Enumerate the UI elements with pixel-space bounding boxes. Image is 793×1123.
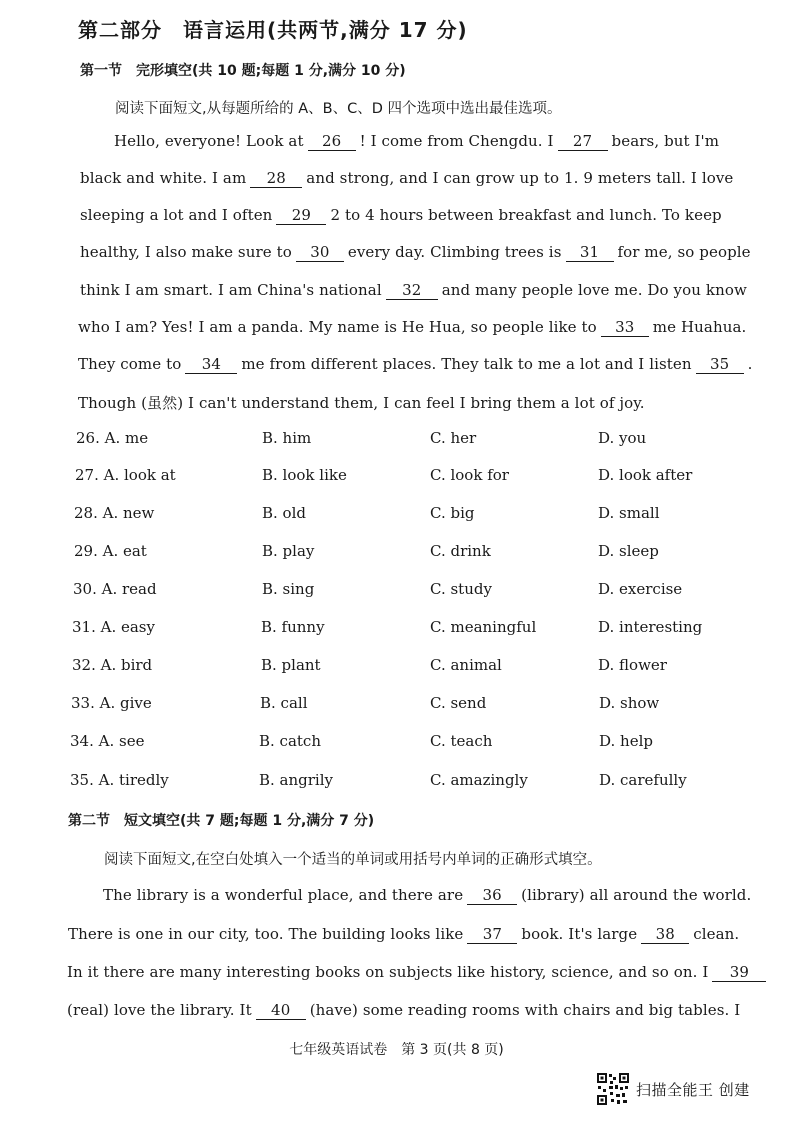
passage2-line: In it there are many interesting books on subjects like history, science, and so on. I 39	[67, 963, 770, 982]
section2-instruction: 阅读下面短文,在空白处填入一个适当的单词或用括号内单词的正确形式填空。	[104, 852, 602, 868]
passage1-line: They come to 34 me from different places. They talk to me a lot and I listen 35 .	[78, 355, 753, 373]
option-b: B. funny	[261, 618, 325, 636]
option-a: 33. A. give	[71, 694, 152, 712]
option-b: B. old	[262, 504, 306, 522]
option-a: 26. A. me	[76, 429, 149, 447]
option-b: B. look like	[262, 466, 347, 484]
option-a: 35. A. tiredly	[70, 771, 169, 789]
option-c: C. send	[430, 694, 487, 712]
passage2-line: (real) love the library. It 40 (have) some reading rooms with chairs and big tables. I	[67, 1001, 741, 1019]
option-a: 29. A. eat	[74, 542, 147, 560]
option-b: B. plant	[261, 656, 321, 674]
option-a: 34. A. see	[70, 732, 145, 750]
blank-30: 30	[296, 244, 344, 262]
passage1-line: who I am? Yes! I am a panda. My name is He Hua, so people like to 33 me Huahua.	[78, 318, 747, 336]
blank-27: 27	[558, 133, 608, 151]
option-b: B. him	[262, 429, 312, 447]
option-c: C. study	[430, 580, 492, 598]
blank-26: 26	[308, 133, 356, 151]
option-c: C. big	[430, 504, 475, 522]
option-a: 30. A. read	[73, 580, 157, 598]
option-d: D. interesting	[598, 618, 703, 636]
watermark-text: 扫描全能王 创建	[636, 1080, 750, 1099]
blank-34: 34	[185, 356, 237, 374]
option-c: C. drink	[430, 542, 491, 560]
blank-33: 33	[601, 319, 649, 337]
part-title: 第二部分 语言运用(共两节,满分 17 分)	[78, 18, 468, 42]
blank-28: 28	[250, 170, 302, 188]
option-b: B. play	[262, 542, 315, 560]
blank-40: 40	[256, 1002, 306, 1020]
qr-code-icon	[596, 1072, 630, 1106]
passage2-line: There is one in our city, too. The building looks like 37 book. It's large 38 clean.	[68, 925, 740, 943]
passage1-line: think I am smart. I am China's national 32 and many people love me. Do you know	[80, 281, 747, 299]
passage1-line: Though (虽然) I can't understand them, I can feel I bring them a lot of joy.	[78, 394, 645, 412]
blank-31: 31	[566, 244, 614, 262]
passage1-line: Hello, everyone! Look at 26 ! I come from Chengdu. I 27 bears, but I'm	[114, 132, 720, 150]
passage1-line: black and white. I am 28 and strong, and I can grow up to 1. 9 meters tall. I love	[80, 169, 734, 187]
option-b: B. sing	[262, 580, 315, 598]
option-c: C. teach	[430, 732, 493, 750]
option-d: D. small	[598, 504, 660, 522]
option-a: 31. A. easy	[72, 618, 155, 636]
option-c: C. animal	[430, 656, 502, 674]
option-d: D. sleep	[598, 542, 659, 560]
scanner-watermark	[596, 1072, 750, 1106]
option-d: D. help	[599, 732, 653, 750]
option-c: C. amazingly	[430, 771, 528, 789]
passage2-line: The library is a wonderful place, and there are 36 (library) all around the world.	[103, 886, 752, 904]
option-d: D. carefully	[599, 771, 687, 789]
blank-32: 32	[386, 282, 438, 300]
blank-39: 39	[712, 964, 766, 982]
blank-37: 37	[467, 926, 517, 944]
section1-instruction: 阅读下面短文,从每题所给的 A、B、C、D 四个选项中选出最佳选项。	[115, 101, 562, 117]
section1-title: 第一节 完形填空(共 10 题;每题 1 分,满分 10 分)	[80, 63, 406, 79]
blank-35: 35	[696, 356, 744, 374]
option-d: D. you	[598, 429, 647, 447]
option-d: D. show	[599, 694, 660, 712]
option-d: D. flower	[598, 656, 667, 674]
section2-title: 第二节 短文填空(共 7 题;每题 1 分,满分 7 分)	[68, 813, 375, 829]
blank-38: 38	[641, 926, 689, 944]
page-footer: 七年级英语试卷 第 3 页(共 8 页)	[289, 1042, 504, 1058]
passage1-line: healthy, I also make sure to 30 every day. Climbing trees is 31 for me, so people	[80, 243, 751, 261]
option-a: 32. A. bird	[72, 656, 153, 674]
option-a: 28. A. new	[74, 504, 155, 522]
option-c: C. meaningful	[430, 618, 537, 636]
blank-36: 36	[467, 887, 517, 905]
option-c: C. look for	[430, 466, 509, 484]
option-b: B. call	[260, 694, 308, 712]
passage1-line: sleeping a lot and I often 29 2 to 4 hours between breakfast and lunch. To keep	[80, 206, 722, 224]
blank-29: 29	[276, 207, 326, 225]
option-c: C. her	[430, 429, 477, 447]
option-b: B. catch	[259, 732, 321, 750]
option-d: D. exercise	[598, 580, 683, 598]
option-d: D. look after	[598, 466, 693, 484]
option-b: B. angrily	[259, 771, 334, 789]
option-a: 27. A. look at	[75, 466, 176, 484]
